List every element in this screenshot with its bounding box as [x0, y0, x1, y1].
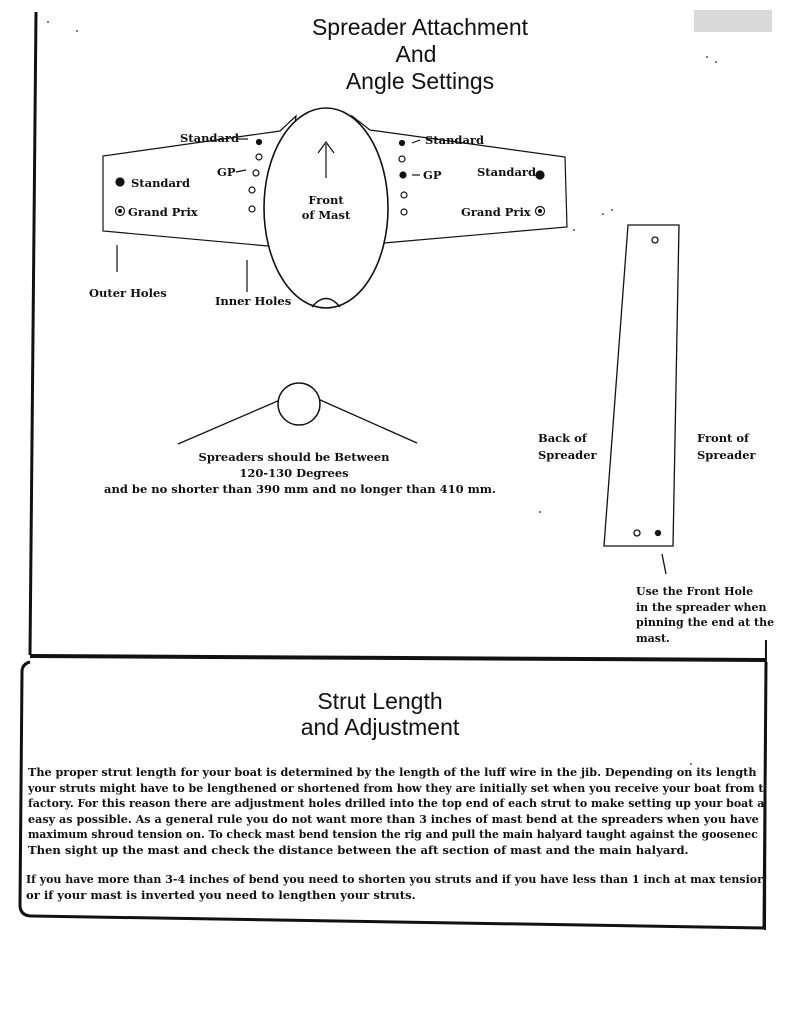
page-title [230, 14, 610, 95]
right-hole [399, 156, 405, 162]
left-standard-label: Standard [131, 176, 191, 190]
left-hole-standard [257, 140, 262, 145]
back-label-line-1: Back of [538, 431, 587, 445]
left-standard-top-label: Standard [180, 131, 240, 145]
strut-title-line-2: and Adjustment [300, 714, 460, 740]
spreader-top-hole [652, 237, 658, 243]
mast-label-line-2: of Mast [301, 208, 351, 222]
note-line: in the spreader when [636, 600, 767, 614]
paragraph-line: easy as possible. As a general rule you do not want more than 3 inches of mast bend at the spreaders when you have [28, 811, 759, 826]
front-hole-note [636, 584, 774, 646]
left-grand-prix-label: Grand Prix [128, 205, 198, 219]
right-standard-top-label: Standard [425, 133, 485, 147]
spreader-right-arm [318, 399, 417, 443]
back-of-spreader-label [538, 430, 597, 464]
strut-section-title [230, 688, 530, 740]
outer-holes-label: Outer Holes [89, 286, 167, 300]
title-line-3: Angle Settings [345, 68, 495, 94]
angle-caption-line-1: Spreaders should be Between [198, 450, 390, 464]
right-hole [401, 192, 407, 198]
angle-diagram [178, 383, 417, 444]
front-of-spreader-label [697, 430, 756, 464]
paragraph-line: Then sight up the mast and check the distance between the aft section of mast and the main halyard. [28, 842, 689, 857]
strut-paragraph-1 [28, 765, 764, 858]
paragraph-line: If you have more than 3-4 inches of bend you need to shorten you struts and if you have less than 1 inch at max tensior [26, 873, 763, 886]
mast-circle [278, 383, 320, 425]
right-hole [401, 209, 407, 215]
outer-hole-grandprix-left-dot [119, 210, 122, 213]
spreader-diagram [604, 225, 679, 574]
left-hole [249, 206, 255, 212]
title-line-1: Spreader Attachment [311, 14, 529, 40]
back-label-line-2: Spreader [538, 448, 597, 462]
spreader-front-hole [656, 531, 661, 536]
front-label-line-2: Spreader [697, 448, 756, 462]
mast-label-line-1: Front [308, 193, 344, 207]
strut-paragraph-2 [26, 872, 764, 903]
outer-hole-grandprix-right-dot [539, 210, 542, 213]
right-grand-prix-label: Grand Prix [461, 205, 531, 219]
outer-hole-standard-right [536, 171, 544, 179]
frame-right-edge [765, 640, 766, 930]
right-standard-label: Standard [477, 165, 537, 179]
pointer-line [236, 170, 246, 172]
paragraph-line: or if your mast is inverted you need to lengthen your struts. [26, 887, 416, 902]
left-hole [249, 187, 255, 193]
note-line: mast. [636, 631, 670, 645]
spreader-back-hole [634, 530, 640, 536]
angle-caption-line-3: and be no shorter than 390 mm and no longer than 410 mm. [104, 482, 496, 496]
left-gp-label: GP [217, 165, 236, 179]
pointer-line [412, 140, 420, 143]
paragraph-line: your struts might have to be lengthened or shortened from how they are initially set when you receive your boat from t [28, 781, 764, 795]
inner-holes-label: Inner Holes [215, 294, 292, 308]
front-label-line-1: Front of [697, 431, 749, 445]
front-hole-leader [662, 554, 666, 574]
paragraph-line: The proper strut length for your boat is determined by the length of the luff wire in the jib. Depending on its length [28, 765, 757, 779]
right-gp-label: GP [423, 168, 442, 182]
left-hole-gp [253, 170, 259, 176]
paragraph-line: factory. For this reason there are adjustment holes drilled into the top end of each strut to make setting up your boat a [28, 797, 764, 810]
title-line-2: And [395, 41, 437, 67]
scan-noise [47, 10, 775, 765]
frame-divider [30, 656, 766, 660]
spreader-bar [604, 225, 679, 546]
angle-caption-line-2: 120-130 Degrees [239, 466, 349, 480]
mast-label [298, 193, 354, 223]
strut-title-line-1: Strut Length [317, 688, 443, 714]
frame-left-edge [30, 12, 36, 655]
right-hole-gp [400, 172, 406, 178]
outer-hole-standard-left [116, 178, 124, 186]
right-hole-standard [400, 141, 405, 146]
left-hole [256, 154, 262, 160]
angle-caption [100, 449, 500, 497]
spreader-left-arm [178, 400, 280, 444]
note-line: Use the Front Hole [636, 585, 754, 598]
paragraph-line: maximum shroud tension on. To check mast bend tension the rig and pull the main halyard taught against the goosenec [28, 828, 758, 841]
note-line: pinning the end at the [636, 616, 775, 629]
